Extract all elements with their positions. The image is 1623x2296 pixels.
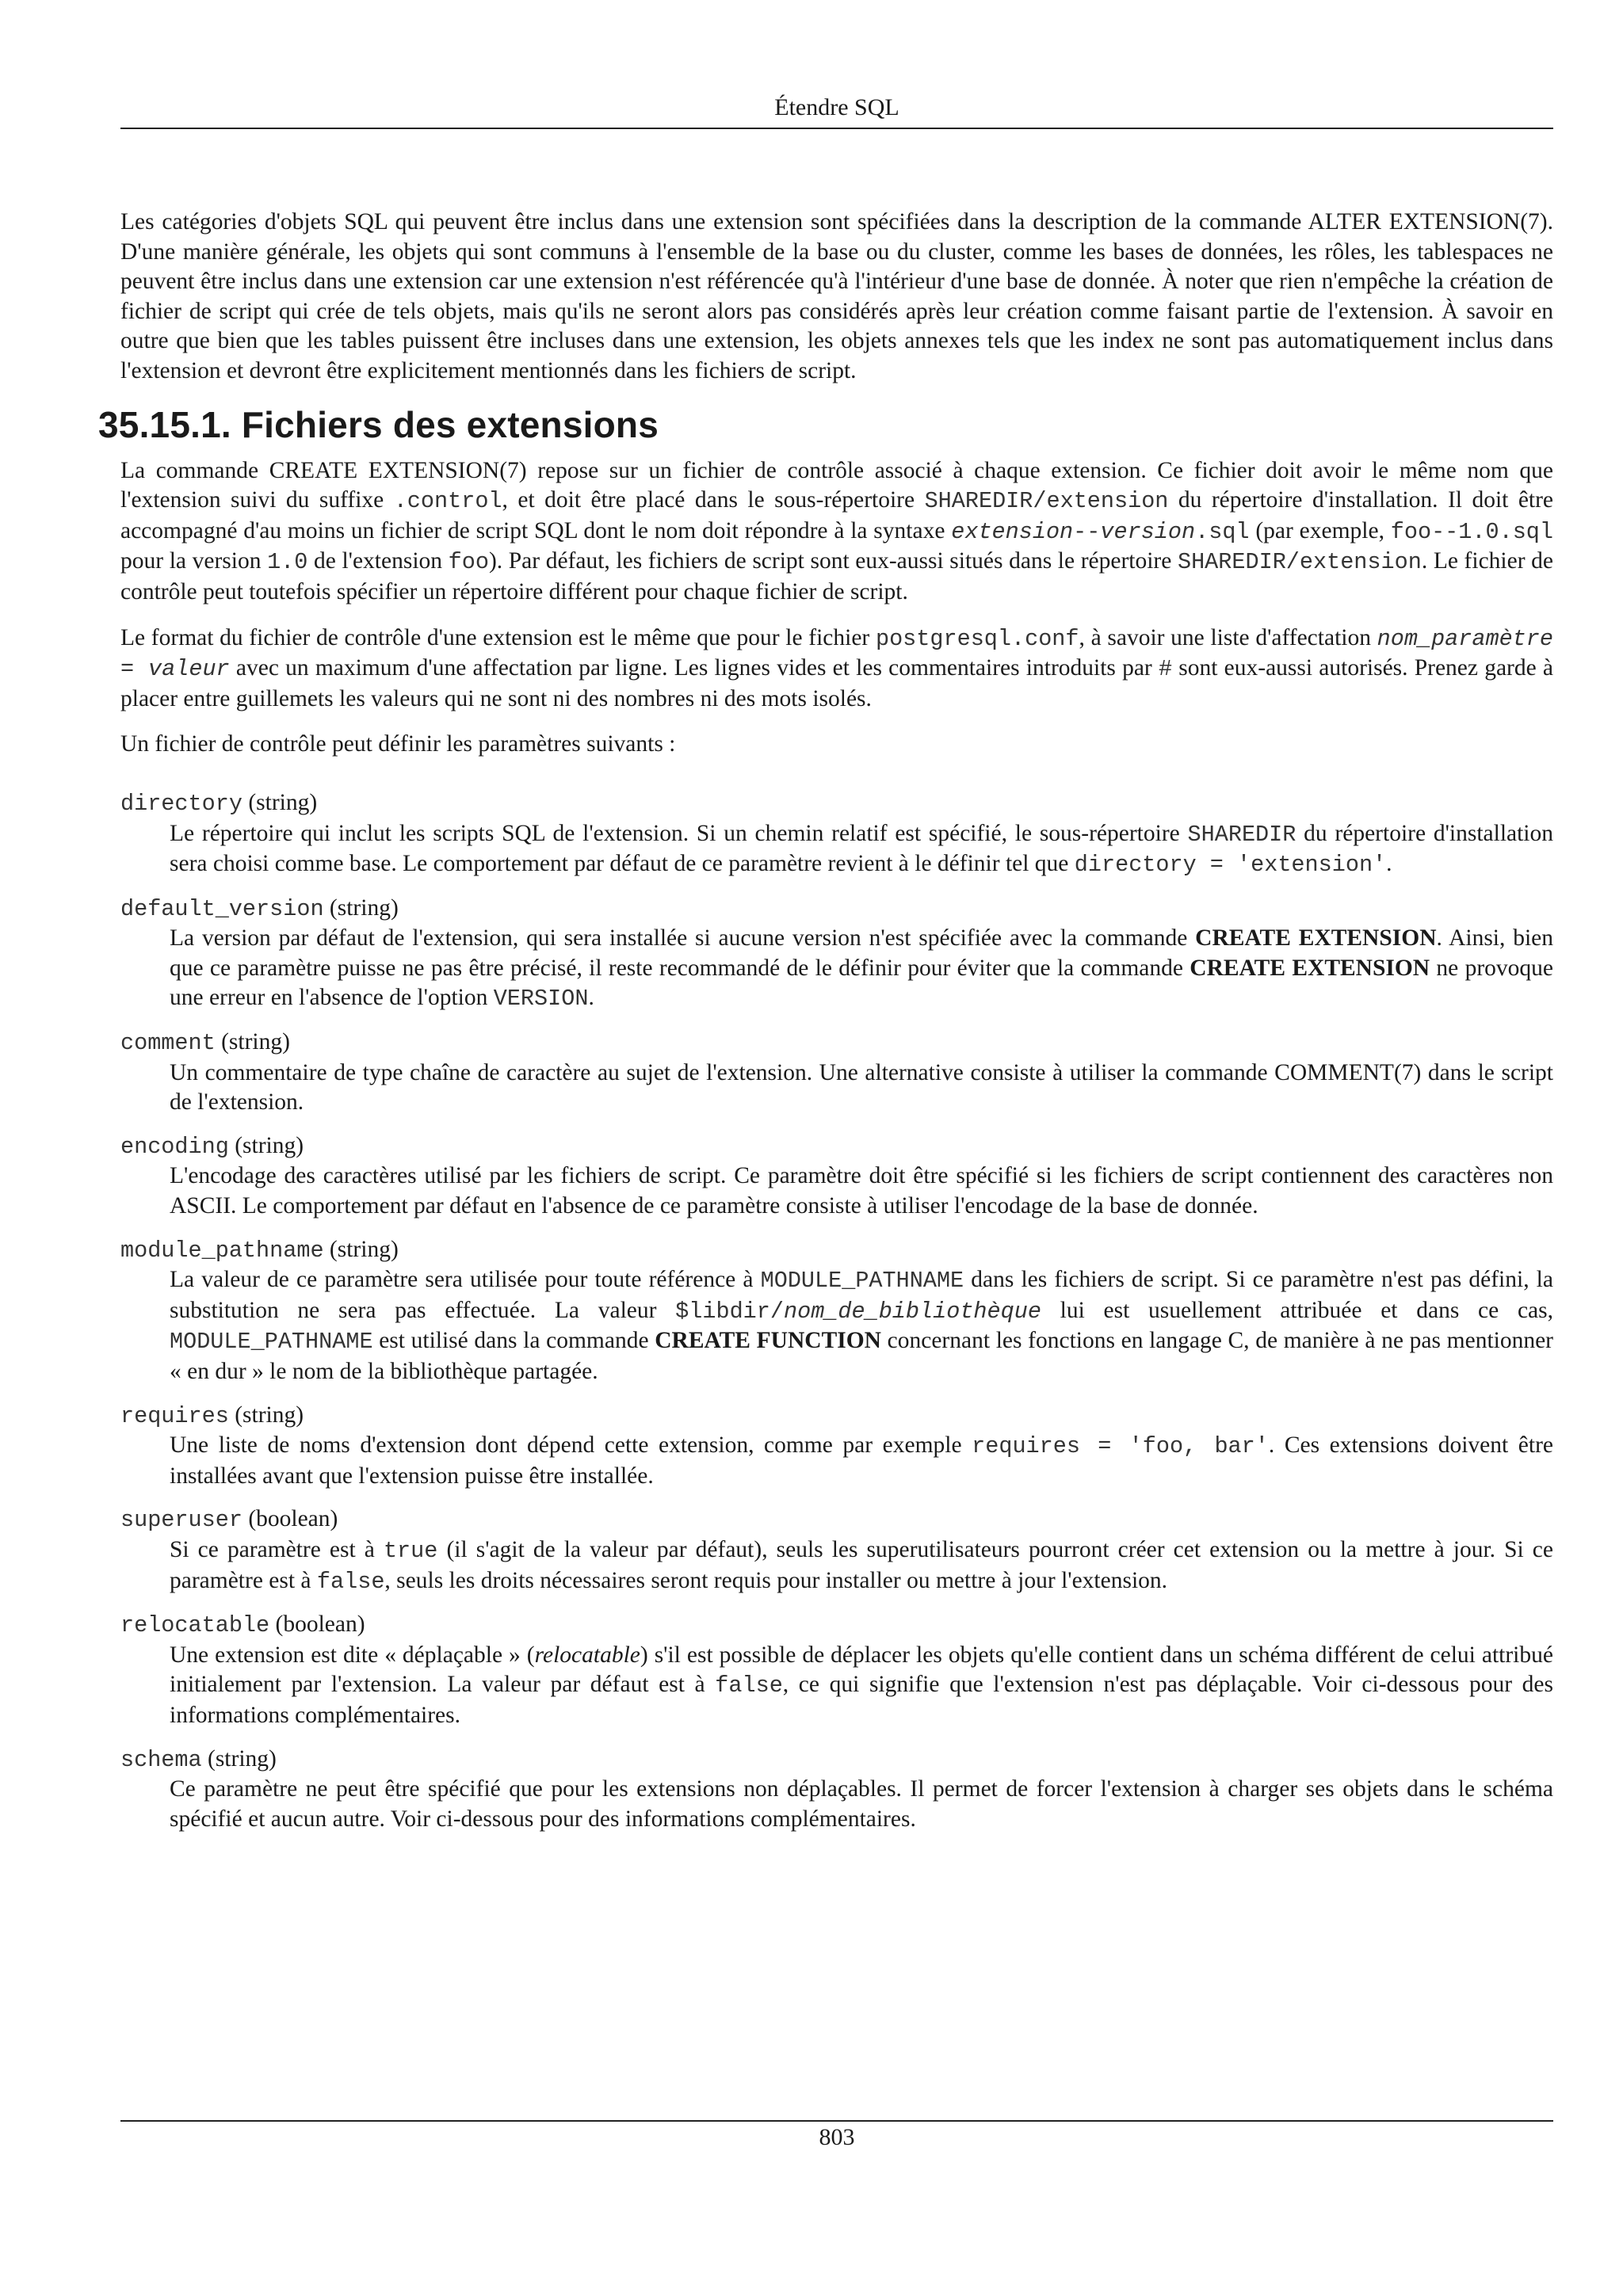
param-desc-module-pathname: La valeur de ce paramètre sera utilisée pour toute référence à MODULE_PATHNAME dans les fichiers de script. Si ce paramètre n'est pas défini, la substitution ne sera pas effectuée. La valeur $libdir/nom_de_bibliothèque lui est usuellement attribuée et dans ce cas, MODULE_PATHNAME est utilisé dans la commande CREATE FUNCTION concernant les fonctions en langage C, de manière à ne pas mentionner « en dur » le nom de la bibliothèque partagée. <box>170 1267 1554 1384</box>
header-rule <box>120 128 1553 129</box>
page-body <box>98 208 1554 1848</box>
paragraph-control-file: La commande CREATE EXTENSION(7) repose sur un fichier de contrôle associé à chaque extension. Ce fichier doit avoir le même nom que l'extension suivi du suffixe .control, et doit être placé dans le sous-répertoire SHAREDIR/extension du répertoire d'installation. Il doit être accompagné d'au moins un fichier de script SQL dont le nom doit répondre à la syntaxe extension--version.sql (par exemple, foo--1.0.sql pour la version 1.0 de l'extension foo). Par défaut, les fichiers de script sont eux-aussi situés dans le répertoire SHAREDIR/extension. Le fichier de contrôle peut toutefois spécifier un répertoire différent pour chaque fichier de script. <box>120 457 1554 605</box>
param-desc-superuser: Si ce paramètre est à true (il s'agit de la valeur par défaut), seuls les superutilisateurs pourront créer cet extension ou la mettre à jour. Si ce paramètre est à false, seuls les droits nécessaires seront requis pour installer ou mettre à jour l'extension. <box>170 1536 1553 1595</box>
param-term-relocatable: relocatable (boolean) <box>120 1611 365 1639</box>
param-term-requires: requires (string) <box>120 1402 304 1429</box>
param-desc-schema: Ce paramètre ne peut être spécifié que pour les extensions non déplaçables. Il permet de forcer l'extension à charger ses objets dans le schéma spécifié et aucun autre. Voir ci-dessous pour des informations complémentaires. <box>170 1776 1553 1832</box>
param-desc-directory: Le répertoire qui inclut les scripts SQL de l'extension. Si un chemin relatif est spécifié, le sous-répertoire SHAREDIR du répertoire d'installation sera choisi comme base. Le comportement par défaut de ce paramètre revient à le définir tel que directory = 'extension'. <box>170 820 1553 879</box>
param-term-superuser: superuser (boolean) <box>120 1506 338 1534</box>
param-term-default-version: default_version (string) <box>120 894 399 922</box>
param-desc-encoding: L'encodage des caractères utilisé par les fichiers de script. Ce paramètre doit être spécifié si les fichiers de script contiennent des caractères non ASCII. Le comportement par défaut en l'absence de ce paramètre consiste à utiliser l'encodage de la base de donnée. <box>170 1163 1553 1219</box>
param-term-module-pathname: module_pathname (string) <box>120 1236 399 1264</box>
section-title: 35.15.1. Fichiers des extensions <box>98 403 659 445</box>
param-term-directory: directory (string) <box>120 789 318 817</box>
section-body <box>120 456 1553 1835</box>
running-header: Étendre SQL <box>774 94 899 120</box>
parameter-list <box>120 788 1553 1834</box>
footer-rule <box>120 2120 1553 2122</box>
param-desc-relocatable: Une extension est dite « déplaçable » (relocatable) s'il est possible de déplacer les objets qu'elle contient dans un schéma différent de celui attribué initialement par l'extension. La valeur par défaut est à false, ce qui signifie que l'extension n'est pas déplaçable. Voir ci-dessous pour des informations complémentaires. <box>170 1642 1553 1728</box>
param-desc-default-version: La version par défaut de l'extension, qui sera installée si aucune version n'est spécifiée avec la commande CREATE EXTENSION. Ainsi, bien que ce paramètre puisse ne pas être précisé, il reste recommandé de le définir pour éviter que la commande CREATE EXTENSION ne provoque une erreur en l'absence de l'option VERSION. <box>170 925 1553 1013</box>
param-term-schema: schema (string) <box>120 1745 277 1773</box>
param-term-comment: comment (string) <box>120 1029 290 1057</box>
param-desc-comment: Un commentaire de type chaîne de caractère au sujet de l'extension. Une alternative consiste à utiliser la commande COMMENT(7) dans le script de l'extension. <box>170 1059 1553 1116</box>
page-number: 803 <box>819 2124 855 2150</box>
intro-paragraph: Les catégories d'objets SQL qui peuvent être inclus dans une extension sont spécifiées dans la description de la commande ALTER EXTENSION(7). D'une manière générale, les objets qui sont communs à l'ensemble de la base ou du cluster, comme les bases de données, les rôles, les tablespaces ne peuvent être inclus dans une extension car une extension n'est référencée qu'à l'intérieur d'une base de donnée. À noter que rien n'empêche la création de fichier de script qui crée de tels objets, mais qu'ils ne seront alors pas considérés après leur création comme faisant partie de l'extension. À savoir en outre que bien que les tables puissent être incluses dans une extension, les objets annexes tels que les index ne sont pas automatiquement inclus dans l'extension et devront être explicitement mentionnés dans les fichiers de script. <box>120 209 1553 383</box>
paragraph-params-intro: Un fichier de contrôle peut définir les paramètres suivants : <box>120 731 676 757</box>
paragraph-control-format: Le format du fichier de contrôle d'une extension est le même que pour le fichier postgresql.conf, à savoir une liste d'affectation nom_paramètre = valeur avec un maximum d'une affectation par ligne. Les lignes vides et les commentaires introduits par # sont eux-aussi autorisés. Prenez garde à placer entre guillemets les valeurs qui ne sont ni des nombres ni des mots isolés. <box>120 624 1553 711</box>
param-term-encoding: encoding (string) <box>120 1132 304 1160</box>
param-desc-requires: Une liste de noms d'extension dont dépend cette extension, comme par exemple requires = 'foo, bar'. Ces extensions doivent être installées avant que l'extension puisse être installée. <box>170 1432 1553 1489</box>
